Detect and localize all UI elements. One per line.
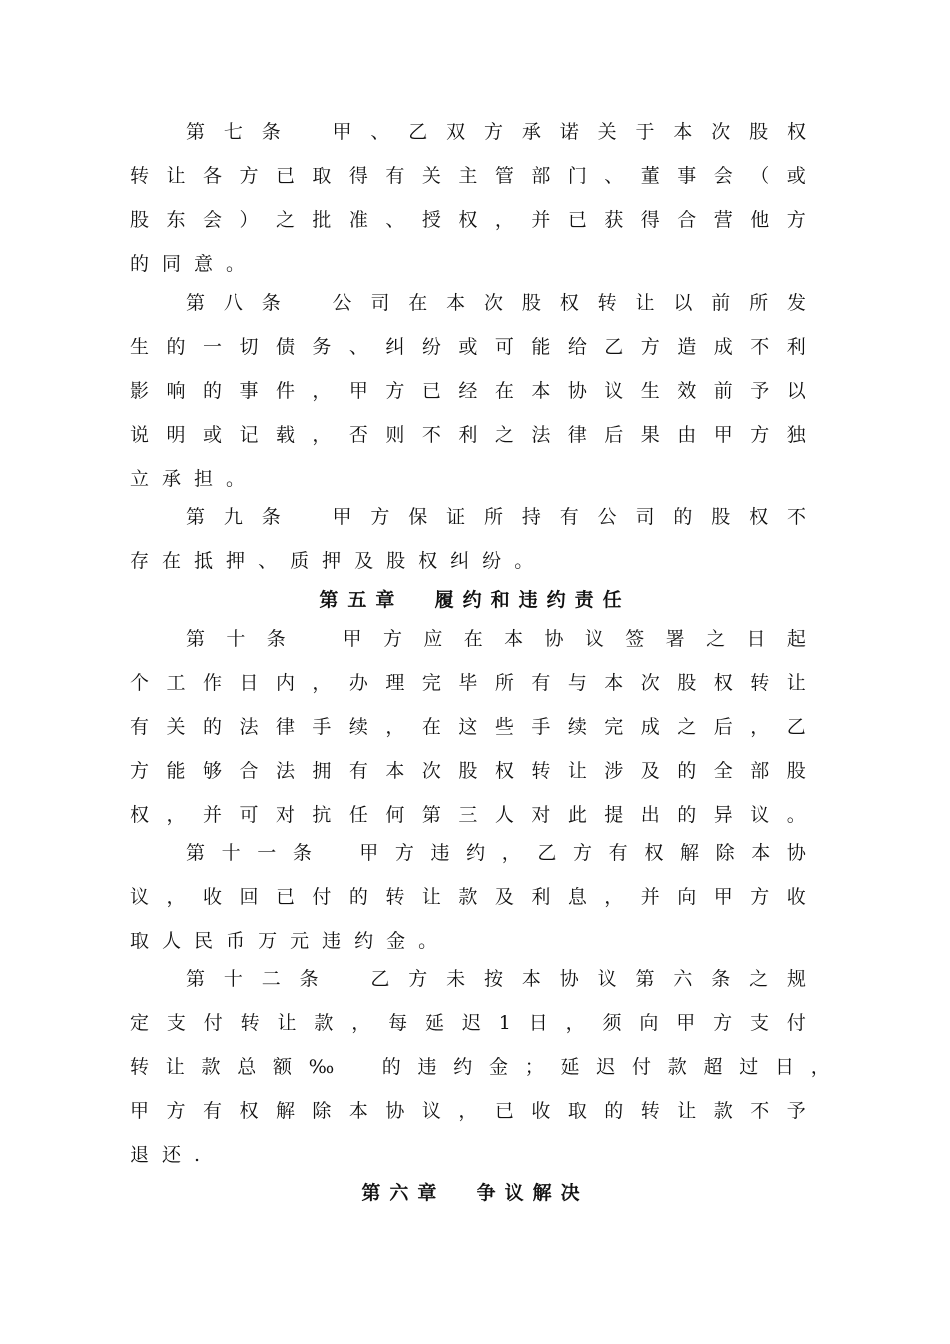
article-8-line-5: 立 承 担 。 — [130, 468, 246, 490]
chapter-6-heading: 第六章 争议解决 — [361, 1182, 589, 1204]
article-11-line-1: 第 十 一 条 甲 方 违 约 ， 乙 方 有 权 解 除 本 协 — [186, 842, 806, 864]
article-9-line-1: 第 九 条 甲 方 保 证 所 持 有 公 司 的 股 权 不 — [186, 506, 806, 528]
article-10-line-4: 方 能 够 合 法 拥 有 本 次 股 权 转 让 涉 及 的 全 部 股 — [130, 760, 806, 782]
article-12-line-3: 转 让 款 总 额 ‰ 的 违 约 金 ； 延 迟 付 款 超 过 日 ， — [130, 1056, 830, 1078]
article-10-line-1: 第 十 条 甲 方 应 在 本 协 议 签 署 之 日 起 — [186, 628, 806, 650]
article-11-line-3: 取 人 民 币 万 元 违 约 金 。 — [130, 930, 438, 952]
article-12-line-1: 第 十 二 条 乙 方 未 按 本 协 议 第 六 条 之 规 — [186, 968, 806, 990]
article-7-line-4: 的 同 意 。 — [130, 253, 246, 275]
article-10-line-3: 有 关 的 法 律 手 续 ， 在 这 些 手 续 完 成 之 后 ， 乙 — [130, 716, 806, 738]
article-10-line-2: 个 工 作 日 内 ， 办 理 完 毕 所 有 与 本 次 股 权 转 让 — [130, 672, 806, 694]
article-12-line-2: 定 支 付 转 让 款 ， 每 延 迟 1 日 ， 须 向 甲 方 支 付 — [130, 1012, 806, 1034]
article-10-line-5: 权 ， 并 可 对 抗 任 何 第 三 人 对 此 提 出 的 异 议 。 — [130, 804, 806, 826]
article-7-line-1: 第 七 条 甲 、 乙 双 方 承 诺 关 于 本 次 股 权 — [186, 121, 806, 143]
article-7-line-3: 股 东 会 ） 之 批 准 、 授 权 ， 并 已 获 得 合 营 他 方 — [130, 209, 806, 231]
article-8-line-3: 影 响 的 事 件 ， 甲 方 已 经 在 本 协 议 生 效 前 予 以 — [130, 380, 806, 402]
article-11-line-2: 议 ， 收 回 已 付 的 转 让 款 及 利 息 ， 并 向 甲 方 收 — [130, 886, 806, 908]
article-12-line-5: 退 还 . — [130, 1144, 201, 1166]
article-8-line-4: 说 明 或 记 载 ， 否 则 不 利 之 法 律 后 果 由 甲 方 独 — [130, 424, 806, 446]
article-12-line-4: 甲 方 有 权 解 除 本 协 议 ， 已 收 取 的 转 让 款 不 予 — [130, 1100, 806, 1122]
article-9-line-2: 存 在 抵 押 、 质 押 及 股 权 纠 纷 。 — [130, 550, 534, 572]
article-8-line-2: 生 的 一 切 债 务 、 纠 纷 或 可 能 给 乙 方 造 成 不 利 — [130, 336, 806, 358]
article-7-line-2: 转 让 各 方 已 取 得 有 关 主 管 部 门 、 董 事 会 （ 或 — [130, 165, 806, 187]
article-8-line-1: 第 八 条 公 司 在 本 次 股 权 转 让 以 前 所 发 — [186, 292, 806, 314]
chapter-5-heading: 第五章 履约和违约责任 — [319, 589, 631, 611]
